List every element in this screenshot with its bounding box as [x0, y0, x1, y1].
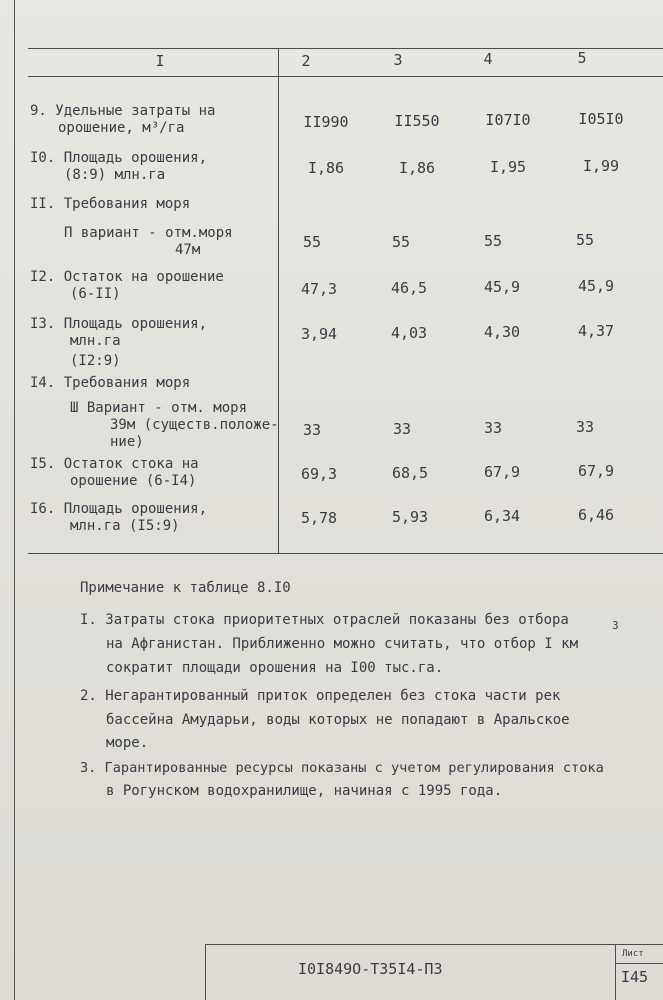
row-label: 39м (существ.положе- — [110, 417, 279, 433]
table-cell: 5,78 — [300, 509, 338, 527]
table-cell: 6,46 — [577, 506, 615, 524]
header-col-5: 5 — [577, 49, 587, 67]
frame-border-left — [14, 0, 15, 1000]
row-label: орошение (6-I4) — [70, 473, 197, 489]
table-cell: II990 — [303, 113, 349, 131]
note-item-line: I. Затраты стока приоритетных отраслей показаны без отбора — [80, 612, 569, 628]
table-cell: 47,3 — [300, 280, 338, 298]
table-cell: 5,93 — [391, 508, 429, 526]
table-cell: 4,37 — [577, 322, 615, 340]
table-cell: I05I0 — [578, 110, 624, 128]
table-cell: I,95 — [489, 158, 527, 176]
row-label: 47м — [175, 242, 201, 258]
stamp-top-rule — [205, 944, 663, 945]
table-header-rule — [28, 76, 663, 77]
note-item-line: бассейна Амударьи, воды которых не попадают в Аральское — [106, 712, 570, 728]
table-cell: 45,9 — [483, 278, 521, 296]
table-cell: 55 — [483, 232, 503, 250]
table-cell: 4,03 — [390, 324, 428, 342]
table-cell: 69,3 — [300, 465, 338, 483]
note-item-line: 3. Гарантированные ресурсы показаны с учетом регулирования стока — [80, 760, 604, 776]
table-cell: I,86 — [398, 159, 436, 177]
table-cell: I,99 — [582, 157, 620, 175]
stamp-sheet-rule — [615, 963, 663, 964]
table-cell: 33 — [302, 421, 322, 439]
table-cell: 55 — [391, 233, 411, 251]
table-cell: I07I0 — [485, 111, 531, 129]
superscript-3: 3 — [612, 619, 619, 632]
table-cell: 33 — [392, 420, 412, 438]
header-col-1: I — [155, 52, 165, 70]
table-cell: II550 — [394, 112, 440, 130]
row-label: (I2:9) — [70, 353, 121, 369]
row-label: I4. Требования моря — [30, 375, 191, 391]
row-label: 9. Удельные затраты на — [30, 103, 216, 119]
table-cell: 67,9 — [483, 463, 521, 481]
table-bottom-rule — [28, 553, 663, 554]
row-label: I0. Площадь орошения, — [30, 150, 208, 166]
row-label: I5. Остаток стока на — [30, 456, 199, 472]
header-col-4: 4 — [483, 50, 493, 68]
row-label: Ш Вариант - отм. моря — [70, 400, 248, 416]
document-number: I0I849О-Т35I4-ПЗ — [298, 960, 443, 978]
row-label: II. Требования моря — [30, 196, 191, 212]
table-cell: 6,34 — [483, 507, 521, 525]
note-item-line: в Рогунском водохранилище, начиная с 1995 года. — [106, 783, 503, 799]
note-item-line: на Афганистан. Приближенно можно считать, что отбор I км — [106, 636, 579, 652]
table-cell: 33 — [575, 418, 595, 436]
row-label: млн.га — [70, 333, 121, 349]
table-cell: I,86 — [307, 159, 345, 177]
sheet-number: I45 — [621, 968, 649, 986]
row-label: (8:9) млн.га — [64, 167, 166, 183]
table-cell: 33 — [483, 419, 503, 437]
table-cell: 55 — [302, 233, 322, 251]
table-cell: 46,5 — [390, 279, 428, 297]
stamp-sheet-divider — [615, 944, 616, 1000]
table-cell: 3,94 — [300, 325, 338, 343]
stamp-left-rule — [205, 944, 206, 1000]
note-item-line: 2. Негарантированный приток определен без стока части рек — [80, 688, 561, 704]
notes-title: Примечание к таблице 8.I0 — [80, 580, 291, 596]
row-label: (6-II) — [70, 286, 121, 302]
header-col-3: 3 — [393, 51, 403, 69]
table-cell: 55 — [575, 231, 595, 249]
note-item-line: сократит площади орошения на I00 тыс.га. — [106, 660, 444, 676]
header-col-2: 2 — [301, 52, 311, 70]
row-label: ние) — [110, 434, 144, 450]
row-label: I6. Площадь орошения, — [30, 501, 208, 517]
table-cell: 45,9 — [577, 277, 615, 295]
row-label: П вариант - отм.моря — [64, 225, 233, 241]
row-label: орошение, м³/га — [58, 120, 185, 136]
sheet-label: Лист — [622, 949, 644, 959]
row-label: I2. Остаток на орошение — [30, 269, 224, 285]
note-item-line: море. — [106, 735, 149, 751]
row-label: млн.га (I5:9) — [70, 518, 180, 534]
table-cell: 67,9 — [577, 462, 615, 480]
row-label: I3. Площадь орошения, — [30, 316, 208, 332]
table-cell: 68,5 — [391, 464, 429, 482]
table-cell: 4,30 — [483, 323, 521, 341]
